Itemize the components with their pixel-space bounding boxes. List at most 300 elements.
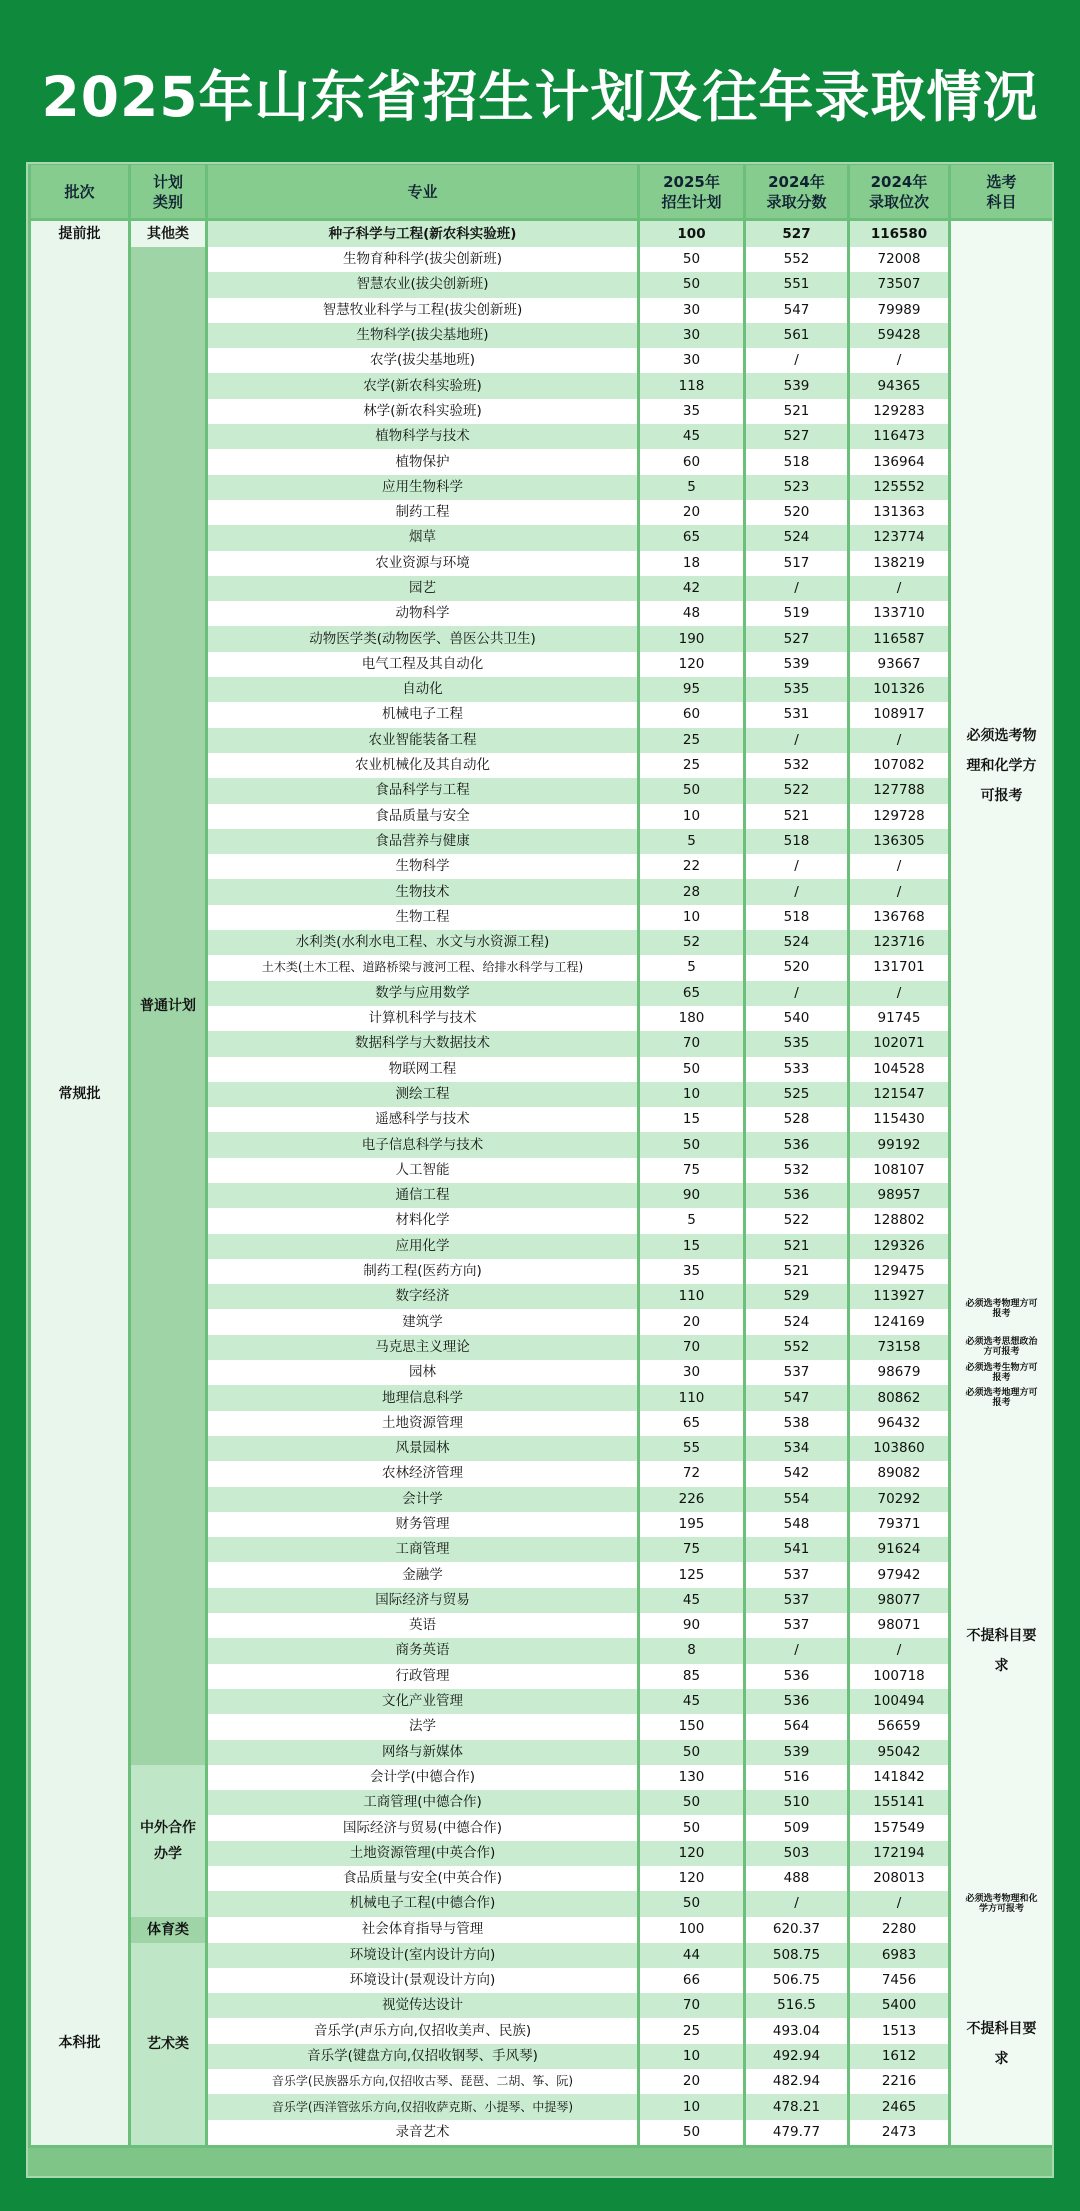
plan-cell: 100 [640,221,743,247]
major-cell: 生物科学 [208,854,637,879]
score-cell: 518 [746,905,847,930]
rank-cell: 127788 [850,778,948,803]
major-cell: 农业资源与环境 [208,551,637,576]
plan-type-cell: 中外合作办学 [131,1765,205,1917]
score-cell: 531 [746,702,847,727]
rank-cell: 107082 [850,753,948,778]
plan-cell: 60 [640,702,743,727]
plan-cell: 130 [640,1765,743,1790]
major-cell: 音乐学(声乐方向,仅招收美声、民族) [208,2018,637,2043]
rank-cell: 94365 [850,373,948,398]
table-body [31,221,1052,2145]
plan-cell: 10 [640,804,743,829]
plan-cell: 50 [640,272,743,297]
major-cell: 会计学(中德合作) [208,1765,637,1790]
score-cell: 534 [746,1436,847,1461]
major-cell: 生物科学(拔尖基地班) [208,323,637,348]
header-subjects: 选考科目 [951,165,1052,221]
major-cell: 制药工程 [208,500,637,525]
header-batch: 批次 [31,165,128,221]
plan-cell: 66 [640,1968,743,1993]
rank-cell: 136305 [850,829,948,854]
rank-cell: 96432 [850,1411,948,1436]
major-cell: 生物育种科学(拔尖创新班) [208,247,637,272]
batch-cell: 提前批 [31,221,128,247]
major-cell: 环境设计(景观设计方向) [208,1968,637,1993]
header-plan2025: 2025年招生计划 [640,165,743,221]
score-cell: / [746,1638,847,1663]
rank-cell: 131363 [850,500,948,525]
major-cell: 动物医学类(动物医学、兽医公共卫生) [208,626,637,651]
major-cell: 国际经济与贸易 [208,1588,637,1613]
score-cell: 488 [746,1866,847,1891]
plan-cell: 100 [640,1917,743,1943]
rank-cell: 172194 [850,1841,948,1866]
score-cell: 521 [746,804,847,829]
plan-cell: 48 [640,601,743,626]
table-row [31,221,1052,247]
rank-cell: / [850,348,948,373]
rank-cell: 59428 [850,323,948,348]
rank-cell: / [850,1638,948,1663]
plan-cell: 28 [640,879,743,904]
rank-cell: 97942 [850,1562,948,1587]
major-cell: 音乐学(键盘方向,仅招收钢琴、手风琴) [208,2044,637,2069]
major-cell: 人工智能 [208,1158,637,1183]
major-cell: 农学(新农科实验班) [208,373,637,398]
score-cell: 517 [746,551,847,576]
major-cell: 会计学 [208,1487,637,1512]
subject-requirement-cell: 必须选考思想政治方可报考 [951,1335,1052,1360]
score-cell: 537 [746,1562,847,1587]
plan-cell: 30 [640,348,743,373]
plan-cell: 30 [640,1360,743,1385]
plan-cell: 35 [640,1259,743,1284]
score-cell: 522 [746,1208,847,1233]
score-cell: 516.5 [746,1993,847,2018]
plan-cell: 50 [640,1891,743,1916]
major-cell: 金融学 [208,1562,637,1587]
plan-cell: 120 [640,1841,743,1866]
rank-cell: 93667 [850,652,948,677]
major-cell: 种子科学与工程(新农科实验班) [208,221,637,247]
score-cell: 493.04 [746,2018,847,2043]
plan-cell: 20 [640,2069,743,2094]
major-cell: 材料化学 [208,1208,637,1233]
rank-cell: / [850,854,948,879]
plan-cell: 65 [640,525,743,550]
major-cell: 工商管理 [208,1537,637,1562]
plan-type-cell: 体育类 [131,1917,205,1943]
major-cell: 法学 [208,1714,637,1739]
plan-cell: 5 [640,475,743,500]
batch-cell: 本科批 [31,1943,128,2145]
major-cell: 网络与新媒体 [208,1740,637,1765]
score-cell: 492.94 [746,2044,847,2069]
plan-cell: 85 [640,1664,743,1689]
score-cell: 527 [746,424,847,449]
rank-cell: 136964 [850,449,948,474]
score-cell: 509 [746,1815,847,1840]
plan-cell: 65 [640,981,743,1006]
rank-cell: / [850,728,948,753]
score-cell: 533 [746,1057,847,1082]
score-cell: 510 [746,1790,847,1815]
score-cell: 547 [746,298,847,323]
plan-type-cell: 其他类 [131,221,205,247]
rank-cell: 131701 [850,955,948,980]
rank-cell: 101326 [850,677,948,702]
score-cell: 536 [746,1183,847,1208]
score-cell: 478.21 [746,2094,847,2119]
score-cell: 539 [746,1740,847,1765]
major-cell: 文化产业管理 [208,1689,637,1714]
plan-cell: 30 [640,323,743,348]
rank-cell: / [850,981,948,1006]
plan-cell: 110 [640,1385,743,1410]
admission-table [28,165,1055,2145]
score-cell: 532 [746,1158,847,1183]
major-cell: 音乐学(民族器乐方向,仅招收古琴、琵琶、二胡、筝、阮) [208,2069,637,2094]
rank-cell: 123774 [850,525,948,550]
score-cell: / [746,879,847,904]
rank-cell: 79371 [850,1512,948,1537]
score-cell: 518 [746,829,847,854]
plan-cell: 70 [640,1335,743,1360]
major-cell: 商务英语 [208,1638,637,1663]
major-cell: 生物工程 [208,905,637,930]
plan-cell: 125 [640,1562,743,1587]
plan-cell: 90 [640,1613,743,1638]
subject-requirement-cell: 不提科目要求 [951,1411,1052,1892]
rank-cell: 79989 [850,298,948,323]
rank-cell: 155141 [850,1790,948,1815]
score-cell: 542 [746,1461,847,1486]
plan-cell: 20 [640,1309,743,1334]
score-cell: 519 [746,601,847,626]
plan-cell: 10 [640,905,743,930]
score-cell: 524 [746,930,847,955]
major-cell: 土地资源管理 [208,1411,637,1436]
score-cell: 479.77 [746,2120,847,2145]
score-cell: 520 [746,500,847,525]
score-cell: / [746,576,847,601]
plan-cell: 10 [640,2044,743,2069]
plan-cell: 42 [640,576,743,601]
plan-cell: 50 [640,1057,743,1082]
major-cell: 电子信息科学与技术 [208,1132,637,1157]
score-cell: 537 [746,1588,847,1613]
major-cell: 计算机科学与技术 [208,1006,637,1031]
score-cell: 538 [746,1411,847,1436]
major-cell: 智慧牧业科学与工程(拔尖创新班) [208,298,637,323]
major-cell: 农业机械化及其自动化 [208,753,637,778]
major-cell: 应用化学 [208,1234,637,1259]
score-cell: 521 [746,1259,847,1284]
major-cell: 工商管理(中德合作) [208,1790,637,1815]
rank-cell: 91624 [850,1537,948,1562]
rank-cell: 103860 [850,1436,948,1461]
major-cell: 国际经济与贸易(中德合作) [208,1815,637,1840]
rank-cell: 121547 [850,1082,948,1107]
major-cell: 机械电子工程(中德合作) [208,1891,637,1916]
score-cell: / [746,348,847,373]
major-cell: 农学(拔尖基地班) [208,348,637,373]
major-cell: 视觉传达设计 [208,1993,637,2018]
major-cell: 食品质量与安全(中英合作) [208,1866,637,1891]
score-cell: 536 [746,1689,847,1714]
rank-cell: 91745 [850,1006,948,1031]
plan-cell: 50 [640,247,743,272]
plan-cell: 65 [640,1411,743,1436]
rank-cell: 2473 [850,2120,948,2145]
plan-cell: 5 [640,955,743,980]
rank-cell: 98077 [850,1588,948,1613]
rank-cell: 6983 [850,1943,948,1968]
rank-cell: 99192 [850,1132,948,1157]
rank-cell: 100494 [850,1689,948,1714]
major-cell: 园艺 [208,576,637,601]
major-cell: 遥感科学与技术 [208,1107,637,1132]
subject-requirement-cell: 必须选考物理和化学方可报考 [951,1891,1052,1916]
plan-cell: 90 [640,1183,743,1208]
table-row [31,1765,1052,1790]
rank-cell: / [850,1891,948,1916]
major-cell: 数字经济 [208,1284,637,1309]
rank-cell: 1612 [850,2044,948,2069]
major-cell: 自动化 [208,677,637,702]
rank-cell: 124169 [850,1309,948,1334]
plan-cell: 50 [640,778,743,803]
plan-cell: 15 [640,1234,743,1259]
score-cell: / [746,728,847,753]
major-cell: 财务管理 [208,1512,637,1537]
plan-cell: 50 [640,1132,743,1157]
rank-cell: / [850,879,948,904]
rank-cell: 157549 [850,1815,948,1840]
header-major: 专业 [208,165,637,221]
rank-cell: 116473 [850,424,948,449]
rank-cell: 73158 [850,1335,948,1360]
plan-cell: 10 [640,2094,743,2119]
plan-cell: 45 [640,424,743,449]
plan-cell: 55 [640,1436,743,1461]
score-cell: 547 [746,1385,847,1410]
score-cell: 554 [746,1487,847,1512]
score-cell: 561 [746,323,847,348]
major-cell: 烟草 [208,525,637,550]
major-cell: 测绘工程 [208,1082,637,1107]
major-cell: 通信工程 [208,1183,637,1208]
major-cell: 林学(新农科实验班) [208,399,637,424]
plan-cell: 72 [640,1461,743,1486]
score-cell: 540 [746,1006,847,1031]
plan-cell: 110 [640,1284,743,1309]
score-cell: 537 [746,1613,847,1638]
plan-cell: 5 [640,829,743,854]
major-cell: 动物科学 [208,601,637,626]
score-cell: 522 [746,778,847,803]
plan-cell: 22 [640,854,743,879]
score-cell: / [746,1891,847,1916]
score-cell: 529 [746,1284,847,1309]
score-cell: 535 [746,1031,847,1056]
score-cell: 503 [746,1841,847,1866]
major-cell: 农林经济管理 [208,1461,637,1486]
major-cell: 食品科学与工程 [208,778,637,803]
score-cell: 539 [746,652,847,677]
plan-cell: 35 [640,399,743,424]
score-cell: 518 [746,449,847,474]
plan-cell: 120 [640,1866,743,1891]
score-cell: 564 [746,1714,847,1739]
score-cell: 537 [746,1360,847,1385]
score-cell: 527 [746,626,847,651]
plan-cell: 15 [640,1107,743,1132]
major-cell: 马克思主义理论 [208,1335,637,1360]
plan-cell: 75 [640,1537,743,1562]
major-cell: 电气工程及其自动化 [208,652,637,677]
subject-requirement-cell [951,221,1052,247]
plan-cell: 226 [640,1487,743,1512]
rank-cell: 138219 [850,551,948,576]
score-cell: 532 [746,753,847,778]
score-cell: 535 [746,677,847,702]
header-plan-type: 计划类别 [131,165,205,221]
major-cell: 数据科学与大数据技术 [208,1031,637,1056]
major-cell: 水利类(水利水电工程、水文与水资源工程) [208,930,637,955]
rank-cell: 123716 [850,930,948,955]
score-cell: 527 [746,221,847,247]
plan-cell: 45 [640,1588,743,1613]
score-cell: 520 [746,955,847,980]
rank-cell: 208013 [850,1866,948,1891]
score-cell: 521 [746,399,847,424]
rank-cell: 89082 [850,1461,948,1486]
rank-cell: 100718 [850,1664,948,1689]
header-row [31,165,1052,221]
major-cell: 土木类(土木工程、道路桥梁与渡河工程、给排水科学与工程) [208,955,637,980]
major-cell: 录音艺术 [208,2120,637,2145]
rank-cell: 108917 [850,702,948,727]
plan-type-cell: 普通计划 [131,247,205,1765]
major-cell: 生物技术 [208,879,637,904]
subject-requirement-cell: 必须选考生物方可报考 [951,1360,1052,1385]
score-cell: 551 [746,272,847,297]
plan-cell: 118 [640,373,743,398]
subject-requirement-cell: 必须选考物理和化学方可报考 [951,247,1052,1284]
score-cell: 536 [746,1664,847,1689]
plan-cell: 10 [640,1082,743,1107]
rank-cell: 1513 [850,2018,948,2043]
rank-cell: 2465 [850,2094,948,2119]
major-cell: 应用生物科学 [208,475,637,500]
plan-cell: 195 [640,1512,743,1537]
rank-cell: 128802 [850,1208,948,1233]
header-score2024: 2024年录取分数 [746,165,847,221]
plan-cell: 18 [640,551,743,576]
score-cell: 482.94 [746,2069,847,2094]
rank-cell: 129475 [850,1259,948,1284]
major-cell: 食品质量与安全 [208,804,637,829]
score-cell: 524 [746,1309,847,1334]
major-cell: 土地资源管理(中英合作) [208,1841,637,1866]
major-cell: 农业智能装备工程 [208,728,637,753]
major-cell: 食品营养与健康 [208,829,637,854]
score-cell: 525 [746,1082,847,1107]
plan-cell: 50 [640,1740,743,1765]
page-title: 2025年山东省招生计划及往年录取情况 [41,65,1039,129]
major-cell: 植物科学与技术 [208,424,637,449]
subject-requirement-cell: 必须选考物理方可报考 [951,1284,1052,1335]
score-cell: 620.37 [746,1917,847,1943]
plan-cell: 30 [640,298,743,323]
subject-requirement-cell: 不提科目要求 [951,1943,1052,2145]
rank-cell: 129728 [850,804,948,829]
rank-cell: 129326 [850,1234,948,1259]
rank-cell: 98957 [850,1183,948,1208]
rank-cell: 5400 [850,1993,948,2018]
major-cell: 建筑学 [208,1309,637,1334]
plan-cell: 50 [640,2120,743,2145]
rank-cell: 133710 [850,601,948,626]
bottom-bar [28,2148,1052,2176]
plan-type-cell: 艺术类 [131,1943,205,2145]
rank-cell: 125552 [850,475,948,500]
rank-cell: 70292 [850,1487,948,1512]
major-cell: 机械电子工程 [208,702,637,727]
rank-cell: 108107 [850,1158,948,1183]
major-cell: 制药工程(医药方向) [208,1259,637,1284]
plan-cell: 190 [640,626,743,651]
rank-cell: 104528 [850,1057,948,1082]
score-cell: 552 [746,1335,847,1360]
rank-cell: 141842 [850,1765,948,1790]
score-cell: 516 [746,1765,847,1790]
score-cell: 506.75 [746,1968,847,1993]
plan-cell: 50 [640,1815,743,1840]
plan-cell: 95 [640,677,743,702]
plan-cell: 75 [640,1158,743,1183]
major-cell: 园林 [208,1360,637,1385]
score-cell: 523 [746,475,847,500]
plan-cell: 50 [640,1790,743,1815]
plan-cell: 120 [640,652,743,677]
score-cell: 548 [746,1512,847,1537]
rank-cell: 98071 [850,1613,948,1638]
major-cell: 社会体育指导与管理 [208,1917,637,1943]
major-cell: 行政管理 [208,1664,637,1689]
plan-cell: 180 [640,1006,743,1031]
rank-cell: 113927 [850,1284,948,1309]
rank-cell: 98679 [850,1360,948,1385]
score-cell: / [746,981,847,1006]
plan-cell: 8 [640,1638,743,1663]
plan-cell: 20 [640,500,743,525]
major-cell: 数学与应用数学 [208,981,637,1006]
rank-cell: 129283 [850,399,948,424]
table-row [31,1917,1052,1943]
rank-cell: 116580 [850,221,948,247]
score-cell: 508.75 [746,1943,847,1968]
score-cell: 528 [746,1107,847,1132]
score-cell: / [746,854,847,879]
rank-cell: 73507 [850,272,948,297]
rank-cell: 95042 [850,1740,948,1765]
rank-cell: 116587 [850,626,948,651]
rank-cell: 2216 [850,2069,948,2094]
major-cell: 环境设计(室内设计方向) [208,1943,637,1968]
